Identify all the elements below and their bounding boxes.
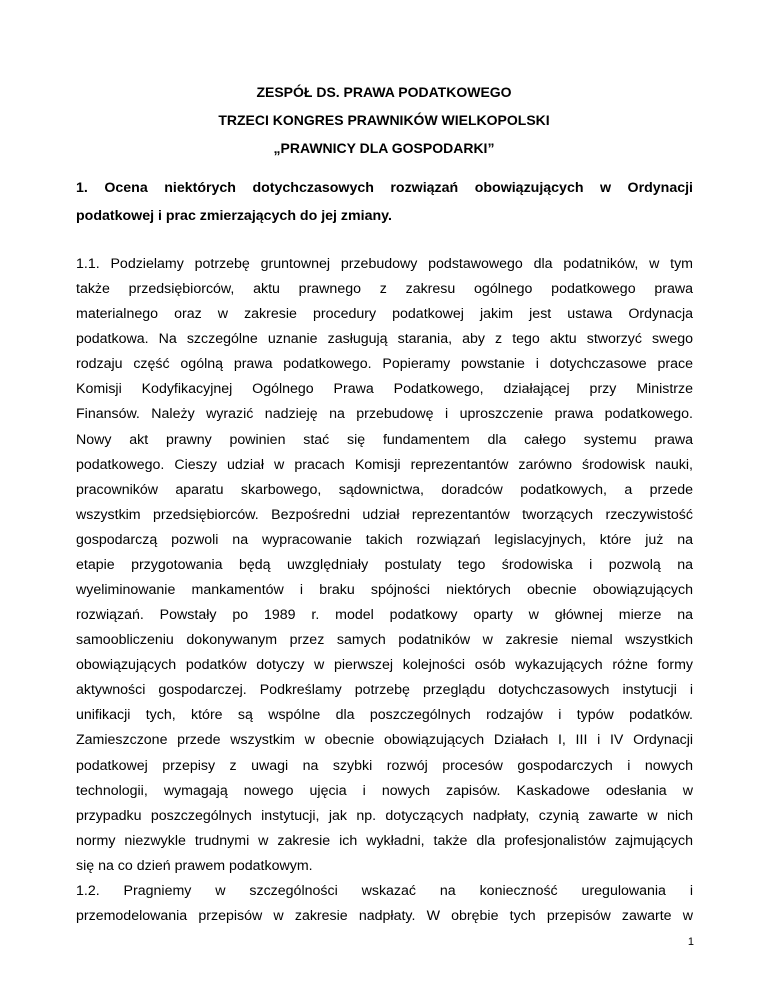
paragraph-line: Finansów. Należy wyrazić nadzieję na przebudowę i uproszczenie prawa podatkowego.	[76, 406, 693, 422]
paragraph-line: Komisji Kodyfikacyjnej Ogólnego Prawa Podatkowego, działającej przy Ministrze	[76, 381, 693, 397]
paragraph-line: wszystkim przedsiębiorców. Bezpośredni udział reprezentantów tworzących rzeczywistość	[76, 507, 693, 523]
header-line-3: „PRAWNICY DLA GOSPODARKI”	[273, 140, 495, 156]
paragraph-line: obowiązujących podatków dotyczy w pierwszej kolejności osób wykazujących różne formy	[76, 657, 693, 673]
paragraph-line: aktywności gospodarczej. Podkreślamy potrzebę przeglądu dotychczasowych instytucji i	[76, 682, 693, 698]
paragraph-line: materialnego oraz w zakresie procedury podatkowej jakim jest ustawa Ordynacja	[76, 306, 693, 322]
paragraph-line: podatkowa. Na szczególne uznanie zasługują starania, aby z tego aktu stworzyć swego	[76, 331, 693, 347]
section-heading-line-1: 1. Ocena niektórych dotychczasowych rozwiązań obowiązujących w Ordynacji	[76, 180, 693, 196]
paragraph-line: przypadku poszczególnych instytucji, jak np. dotyczących nadpłaty, czynią zawarte w nich	[76, 808, 693, 824]
paragraph-line: technologii, wymagają nowego ujęcia i nowych zapisów. Kaskadowe odesłania w	[76, 783, 693, 799]
paragraph-line: samoobliczeniu dokonywanym przez samych podatników w zakresie niemal wszystkich	[76, 632, 693, 648]
paragraph-line: podatkowego. Cieszy udział w pracach Komisji reprezentantów zarówno środowisk nauki,	[76, 457, 693, 473]
paragraph-line: podatkowej przepisy z uwagi na szybki rozwój procesów gospodarczych i nowych	[76, 758, 693, 774]
paragraph-line: rozwiązań. Powstały po 1989 r. model podatkowy oparty w głównej mierze na	[76, 607, 693, 623]
paragraph-line: się na co dzień prawem podatkowym.	[76, 858, 313, 874]
paragraph-line: pracowników aparatu skarbowego, sądownictwa, doradców podatkowych, a przede	[76, 482, 693, 498]
paragraph-line: Nowy akt prawny powinien stać się fundamentem dla całego systemu prawa	[76, 432, 693, 448]
page-number: 1	[687, 936, 694, 948]
paragraph-line: przemodelowania przepisów w zakresie nadpłaty. W obrębie tych przepisów zawarte w	[76, 908, 693, 924]
paragraph-line: wyeliminowanie mankamentów i braku spójności niektórych obecnie obowiązujących	[76, 582, 693, 598]
paragraph-line: normy niezwykle trudnymi w zakresie ich wykładni, także dla profesjonalistów zajmujących	[76, 833, 693, 849]
paragraph-line: etapie przygotowania będą uwzględniały postulaty tego środowiska i pozwolą na	[76, 557, 693, 573]
paragraph-line: Zamieszczone przede wszystkim w obecnie obowiązujących Działach I, III i IV Ordynacji	[76, 732, 693, 748]
section-heading-line-2: podatkowej i prac zmierzających do jej zmiany.	[76, 208, 392, 224]
header-line-1: ZESPÓŁ DS. PRAWA PODATKOWEGO	[256, 84, 512, 100]
paragraph-line: unifikacji tych, które są wspólne dla poszczególnych rodzajów i typów podatków.	[76, 707, 693, 723]
paragraph-line: 1.1. Podzielamy potrzebę gruntownej przebudowy podstawowego dla podatników, w tym	[76, 256, 693, 272]
paragraph-line: gospodarczą pozwoli na wypracowanie takich rozwiązań legislacyjnych, które już na	[76, 532, 693, 548]
paragraph-line: 1.2. Pragniemy w szczególności wskazać na konieczność uregulowania i	[76, 883, 693, 899]
paragraph-line: także przedsiębiorców, aktu prawnego z zakresu ogólnego podatkowego prawa	[76, 281, 693, 297]
header-line-2: TRZECI KONGRES PRAWNIKÓW WIELKOPOLSKI	[218, 112, 550, 128]
paragraph-line: rodzaju część ogólną prawa podatkowego. Popieramy powstanie i dotychczasowe prace	[76, 356, 693, 372]
